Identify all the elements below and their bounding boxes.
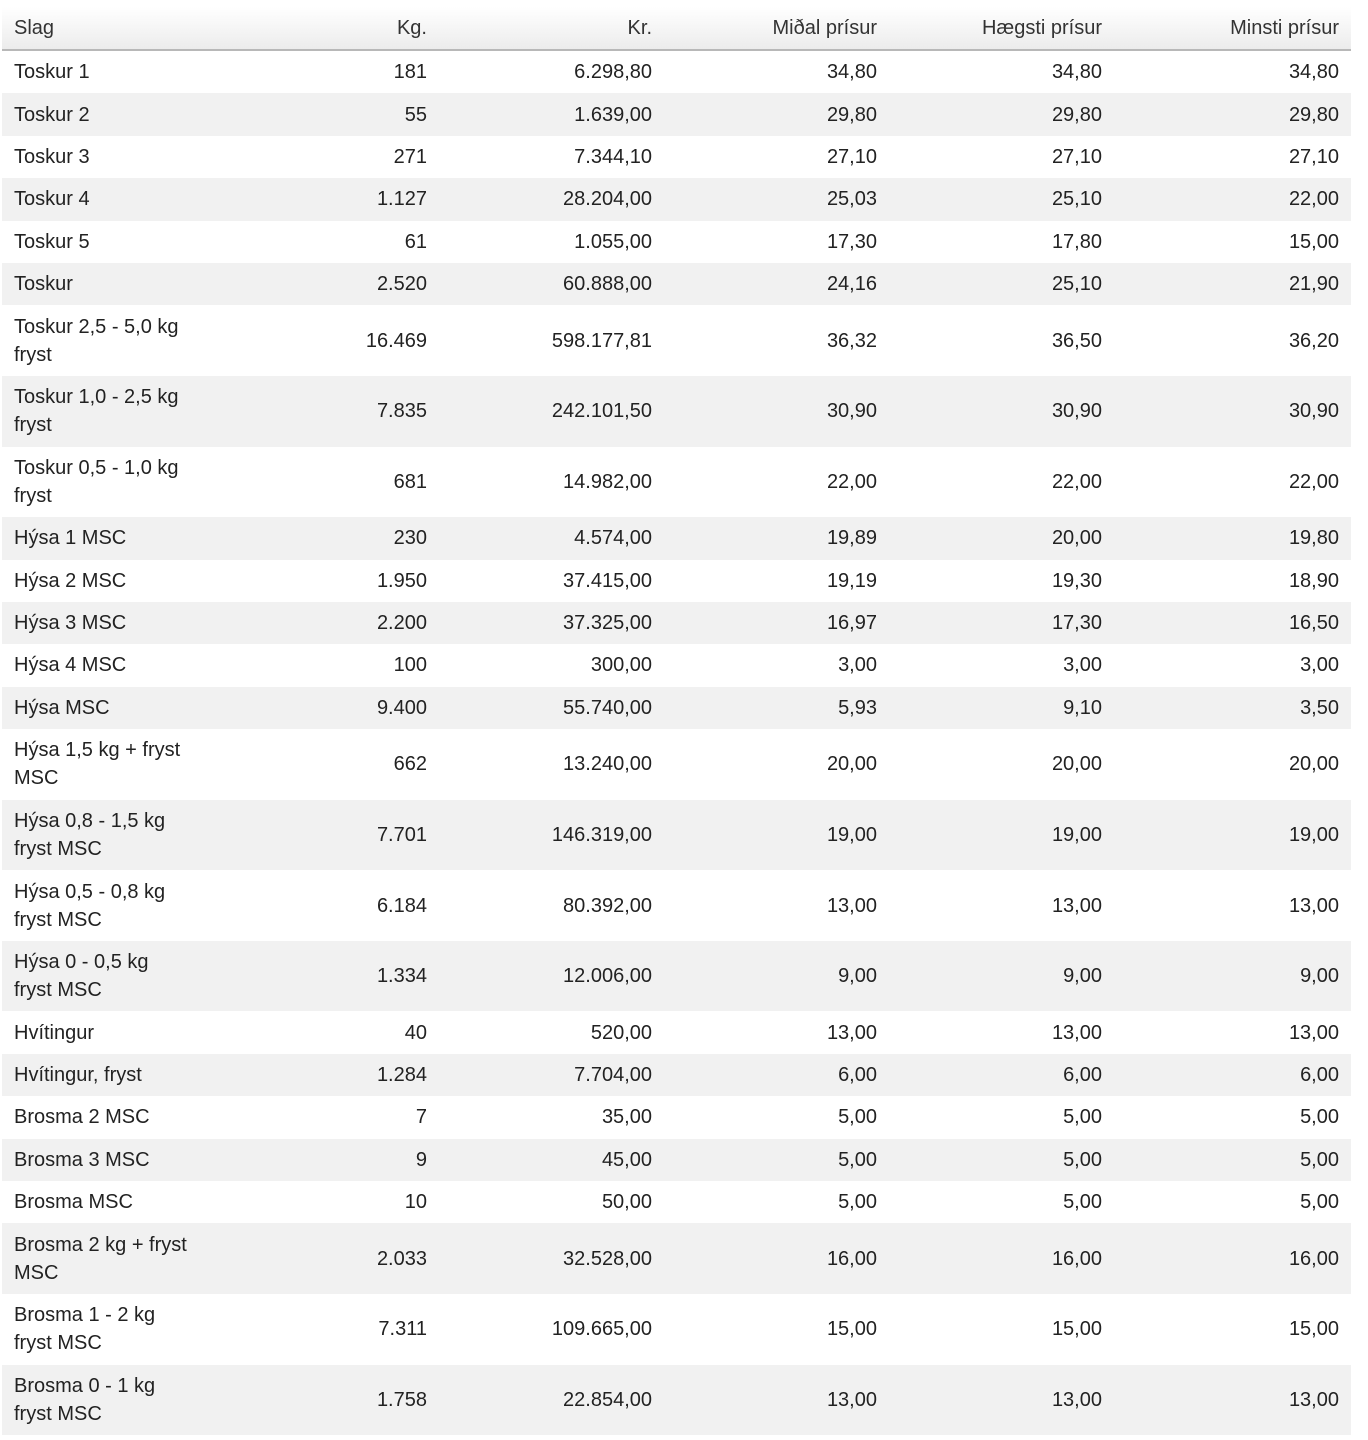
cell-kg: 9.400 <box>202 687 439 729</box>
cell-max-price: 20,00 <box>889 517 1114 559</box>
cell-min-price: 9,00 <box>1114 941 1351 1012</box>
table-row <box>2 800 1351 871</box>
cell-kg: 2.520 <box>202 263 439 305</box>
cell-min-price: 13,00 <box>1288 894 1339 917</box>
cell-avg-price: 34,80 <box>826 61 877 84</box>
cell-min-price: 6,00 <box>1114 1054 1351 1096</box>
cell-kg: 7.311 <box>378 1318 427 1341</box>
cell-kr: 22.854,00 <box>439 1365 664 1436</box>
cell-avg-price: 22,00 <box>826 470 877 493</box>
cell-kg: 10 <box>404 1191 427 1214</box>
cell-slag: Toskur <box>2 263 202 305</box>
cell-slag: Hýsa 0,5 - 0,8 kg fryst MSC <box>14 880 166 931</box>
cell-slag: Brosma 2 MSC <box>14 1106 150 1129</box>
table-row <box>2 1223 1351 1294</box>
cell-kg: 7.835 <box>202 376 439 447</box>
cell-avg-price: 13,00 <box>826 1021 877 1044</box>
cell-slag: Brosma MSC <box>14 1191 133 1214</box>
cell-kr: 60.888,00 <box>439 263 664 305</box>
cell-max-price: 34,80 <box>1051 61 1102 84</box>
cell-avg-price: 19,19 <box>826 569 877 592</box>
cell-min-price: 5,00 <box>1300 1106 1339 1129</box>
cell-min-price: 16,50 <box>1114 602 1351 644</box>
cell-kr: 1.639,00 <box>439 93 664 135</box>
table-row <box>2 178 1351 220</box>
column-header-avg-price[interactable]: Miðal prísur <box>664 7 889 50</box>
cell-kg: 40 <box>404 1021 427 1044</box>
cell-min-price: 15,00 <box>1288 230 1339 253</box>
cell-kr: 146.319,00 <box>439 800 664 871</box>
cell-max-price: 29,80 <box>889 93 1114 135</box>
cell-slag: Hýsa 4 MSC <box>14 654 127 677</box>
table-row <box>2 1365 1351 1436</box>
cell-max-price: 30,90 <box>889 376 1114 447</box>
cell-kg: 1.758 <box>202 1365 439 1436</box>
cell-avg-price: 13,00 <box>664 1365 889 1436</box>
cell-slag: Hýsa 3 MSC <box>2 602 202 644</box>
column-header-slag[interactable]: Slag <box>2 7 202 50</box>
cell-avg-price: 16,97 <box>664 602 889 644</box>
table-row <box>2 136 1351 178</box>
cell-kg: 1.284 <box>202 1054 439 1096</box>
cell-max-price: 36,50 <box>1051 329 1102 352</box>
cell-slag: Hýsa 2 MSC <box>14 569 127 592</box>
table-row <box>2 1054 1351 1096</box>
cell-slag: Brosma 1 - 2 kg fryst MSC <box>14 1304 156 1355</box>
cell-kg: 681 <box>393 470 427 493</box>
cell-max-price: 15,00 <box>1051 1318 1102 1341</box>
cell-min-price: 5,00 <box>1300 1191 1339 1214</box>
cell-slag: Toskur 4 <box>2 178 202 220</box>
cell-min-price: 34,80 <box>1288 61 1339 84</box>
cell-min-price: 3,50 <box>1114 687 1351 729</box>
cell-kr: 7.344,10 <box>574 145 652 168</box>
cell-slag: Hýsa 0,8 - 1,5 kg fryst MSC <box>2 800 202 871</box>
cell-min-price: 13,00 <box>1288 1021 1339 1044</box>
cell-slag: Hýsa 1 MSC <box>2 517 202 559</box>
cell-min-price: 3,00 <box>1300 654 1339 677</box>
cell-avg-price: 13,00 <box>826 894 877 917</box>
cell-slag: Toskur 1 <box>14 61 90 84</box>
cell-min-price: 36,20 <box>1288 329 1339 352</box>
cell-max-price: 27,10 <box>1051 145 1102 168</box>
cell-slag: Toskur 3 <box>14 145 90 168</box>
cell-slag: Hýsa 0 - 0,5 kg fryst MSC <box>2 941 202 1012</box>
cell-kg: 2.200 <box>202 602 439 644</box>
cell-kg: 662 <box>393 753 427 776</box>
cell-kr: 28.204,00 <box>439 178 664 220</box>
cell-kg: 16.469 <box>365 329 427 352</box>
cell-slag: Toskur 5 <box>14 230 90 253</box>
cell-max-price: 13,00 <box>1051 1021 1102 1044</box>
cell-kr: 32.528,00 <box>439 1223 664 1294</box>
cell-avg-price: 19,89 <box>664 517 889 559</box>
cell-slag: Toskur 1,0 - 2,5 kg fryst <box>2 376 202 447</box>
cell-min-price: 22,00 <box>1288 470 1339 493</box>
cell-slag: Brosma 2 kg + fryst MSC <box>2 1223 202 1294</box>
cell-max-price: 20,00 <box>1051 753 1102 776</box>
cell-avg-price: 20,00 <box>826 753 877 776</box>
cell-kr: 13.240,00 <box>563 753 652 776</box>
table-row <box>2 50 1351 93</box>
table-row <box>2 729 1351 800</box>
cell-max-price: 17,30 <box>889 602 1114 644</box>
cell-max-price: 3,00 <box>1063 654 1102 677</box>
cell-kg: 61 <box>404 230 427 253</box>
cell-min-price: 29,80 <box>1114 93 1351 135</box>
cell-max-price: 6,00 <box>889 1054 1114 1096</box>
cell-avg-price: 27,10 <box>826 145 877 168</box>
cell-max-price: 19,30 <box>1051 569 1102 592</box>
cell-min-price: 21,90 <box>1114 263 1351 305</box>
cell-kg: 9 <box>202 1139 439 1181</box>
price-table <box>2 7 1351 1435</box>
cell-kr: 55.740,00 <box>439 687 664 729</box>
cell-max-price: 13,00 <box>889 1365 1114 1436</box>
cell-avg-price: 5,93 <box>664 687 889 729</box>
cell-avg-price: 3,00 <box>838 654 877 677</box>
cell-min-price: 27,10 <box>1288 145 1339 168</box>
cell-kr: 300,00 <box>590 654 652 677</box>
cell-kr: 45,00 <box>439 1139 664 1181</box>
cell-max-price: 19,00 <box>889 800 1114 871</box>
cell-kr: 35,00 <box>601 1106 652 1129</box>
cell-kr: 37.325,00 <box>439 602 664 644</box>
cell-kr: 242.101,50 <box>439 376 664 447</box>
cell-kg: 271 <box>393 145 427 168</box>
column-header-max-price[interactable]: Hægsti prísur <box>889 7 1114 50</box>
cell-kr: 50,00 <box>601 1191 652 1214</box>
cell-min-price: 18,90 <box>1288 569 1339 592</box>
cell-kr: 37.415,00 <box>563 569 652 592</box>
cell-kr: 109.665,00 <box>551 1318 652 1341</box>
cell-kg: 1.950 <box>376 569 427 592</box>
cell-slag: Toskur 2,5 - 5,0 kg fryst <box>14 315 179 366</box>
cell-min-price: 22,00 <box>1114 178 1351 220</box>
table-row <box>2 447 1351 518</box>
cell-max-price: 16,00 <box>889 1223 1114 1294</box>
cell-avg-price: 5,00 <box>838 1191 877 1214</box>
table-row <box>2 1011 1351 1053</box>
cell-avg-price: 36,32 <box>826 329 877 352</box>
cell-max-price: 5,00 <box>1063 1191 1102 1214</box>
cell-kg: 100 <box>393 654 427 677</box>
table-row <box>2 602 1351 644</box>
cell-max-price: 22,00 <box>1051 470 1102 493</box>
table-row <box>2 870 1351 941</box>
cell-kr: 598.177,81 <box>551 329 652 352</box>
cell-max-price: 5,00 <box>889 1139 1114 1181</box>
table-row <box>2 644 1351 686</box>
cell-kg: 55 <box>202 93 439 135</box>
table-row <box>2 376 1351 447</box>
cell-kr: 12.006,00 <box>439 941 664 1012</box>
cell-min-price: 20,00 <box>1288 753 1339 776</box>
cell-avg-price: 30,90 <box>664 376 889 447</box>
cell-max-price: 25,10 <box>889 263 1114 305</box>
table-row <box>2 93 1351 135</box>
cell-min-price: 15,00 <box>1288 1318 1339 1341</box>
table-row <box>2 1139 1351 1181</box>
table-header <box>2 7 1351 50</box>
table-row <box>2 1294 1351 1365</box>
cell-avg-price: 17,30 <box>826 230 877 253</box>
cell-kg: 7 <box>415 1106 427 1129</box>
cell-min-price: 5,00 <box>1114 1139 1351 1181</box>
table-row <box>2 517 1351 559</box>
cell-kg: 230 <box>202 517 439 559</box>
table-row <box>2 305 1351 376</box>
cell-avg-price: 24,16 <box>664 263 889 305</box>
cell-kg: 6.184 <box>376 894 427 917</box>
cell-slag: Hýsa 1,5 kg + fryst MSC <box>14 739 181 790</box>
cell-max-price: 17,80 <box>1051 230 1102 253</box>
cell-kr: 80.392,00 <box>563 894 652 917</box>
table-row <box>2 560 1351 602</box>
header-row <box>2 7 1351 50</box>
cell-max-price: 5,00 <box>1063 1106 1102 1129</box>
cell-min-price: 16,00 <box>1114 1223 1351 1294</box>
column-header-kr[interactable]: Kr. <box>439 7 664 50</box>
cell-slag: Hvítingur <box>14 1021 95 1044</box>
cell-kr: 14.982,00 <box>563 470 652 493</box>
cell-kr: 520,00 <box>590 1021 652 1044</box>
cell-kg: 181 <box>393 61 427 84</box>
cell-avg-price: 25,03 <box>664 178 889 220</box>
cell-kg: 1.334 <box>202 941 439 1012</box>
column-header-kg[interactable]: Kg. <box>202 7 439 50</box>
cell-slag: Toskur 0,5 - 1,0 kg fryst <box>14 456 179 507</box>
cell-min-price: 13,00 <box>1114 1365 1351 1436</box>
table-row <box>2 687 1351 729</box>
cell-kg: 2.033 <box>202 1223 439 1294</box>
cell-min-price: 30,90 <box>1114 376 1351 447</box>
cell-kr: 4.574,00 <box>439 517 664 559</box>
cell-min-price: 19,00 <box>1114 800 1351 871</box>
cell-avg-price: 29,80 <box>664 93 889 135</box>
cell-avg-price: 5,00 <box>838 1106 877 1129</box>
table-row <box>2 941 1351 1012</box>
cell-kr: 7.704,00 <box>439 1054 664 1096</box>
cell-avg-price: 15,00 <box>826 1318 877 1341</box>
cell-avg-price: 9,00 <box>664 941 889 1012</box>
cell-slag: Hýsa MSC <box>2 687 202 729</box>
cell-slag: Brosma 3 MSC <box>2 1139 202 1181</box>
cell-avg-price: 5,00 <box>664 1139 889 1181</box>
cell-max-price: 9,10 <box>889 687 1114 729</box>
cell-avg-price: 6,00 <box>664 1054 889 1096</box>
cell-slag: Toskur 2 <box>2 93 202 135</box>
column-header-min-price[interactable]: Minsti prísur <box>1114 7 1351 50</box>
cell-slag: Hvítingur, fryst <box>2 1054 202 1096</box>
cell-avg-price: 16,00 <box>664 1223 889 1294</box>
table-row <box>2 1096 1351 1138</box>
cell-max-price: 13,00 <box>1051 894 1102 917</box>
cell-kr: 1.055,00 <box>574 230 652 253</box>
table-body <box>2 50 1351 1435</box>
cell-avg-price: 19,00 <box>664 800 889 871</box>
table-row <box>2 1181 1351 1223</box>
cell-kg: 1.127 <box>202 178 439 220</box>
cell-min-price: 19,80 <box>1114 517 1351 559</box>
table-row <box>2 221 1351 263</box>
cell-slag: Brosma 0 - 1 kg fryst MSC <box>2 1365 202 1436</box>
cell-kr: 6.298,80 <box>574 61 652 84</box>
cell-max-price: 25,10 <box>889 178 1114 220</box>
cell-max-price: 9,00 <box>889 941 1114 1012</box>
table-row <box>2 263 1351 305</box>
cell-kg: 7.701 <box>202 800 439 871</box>
